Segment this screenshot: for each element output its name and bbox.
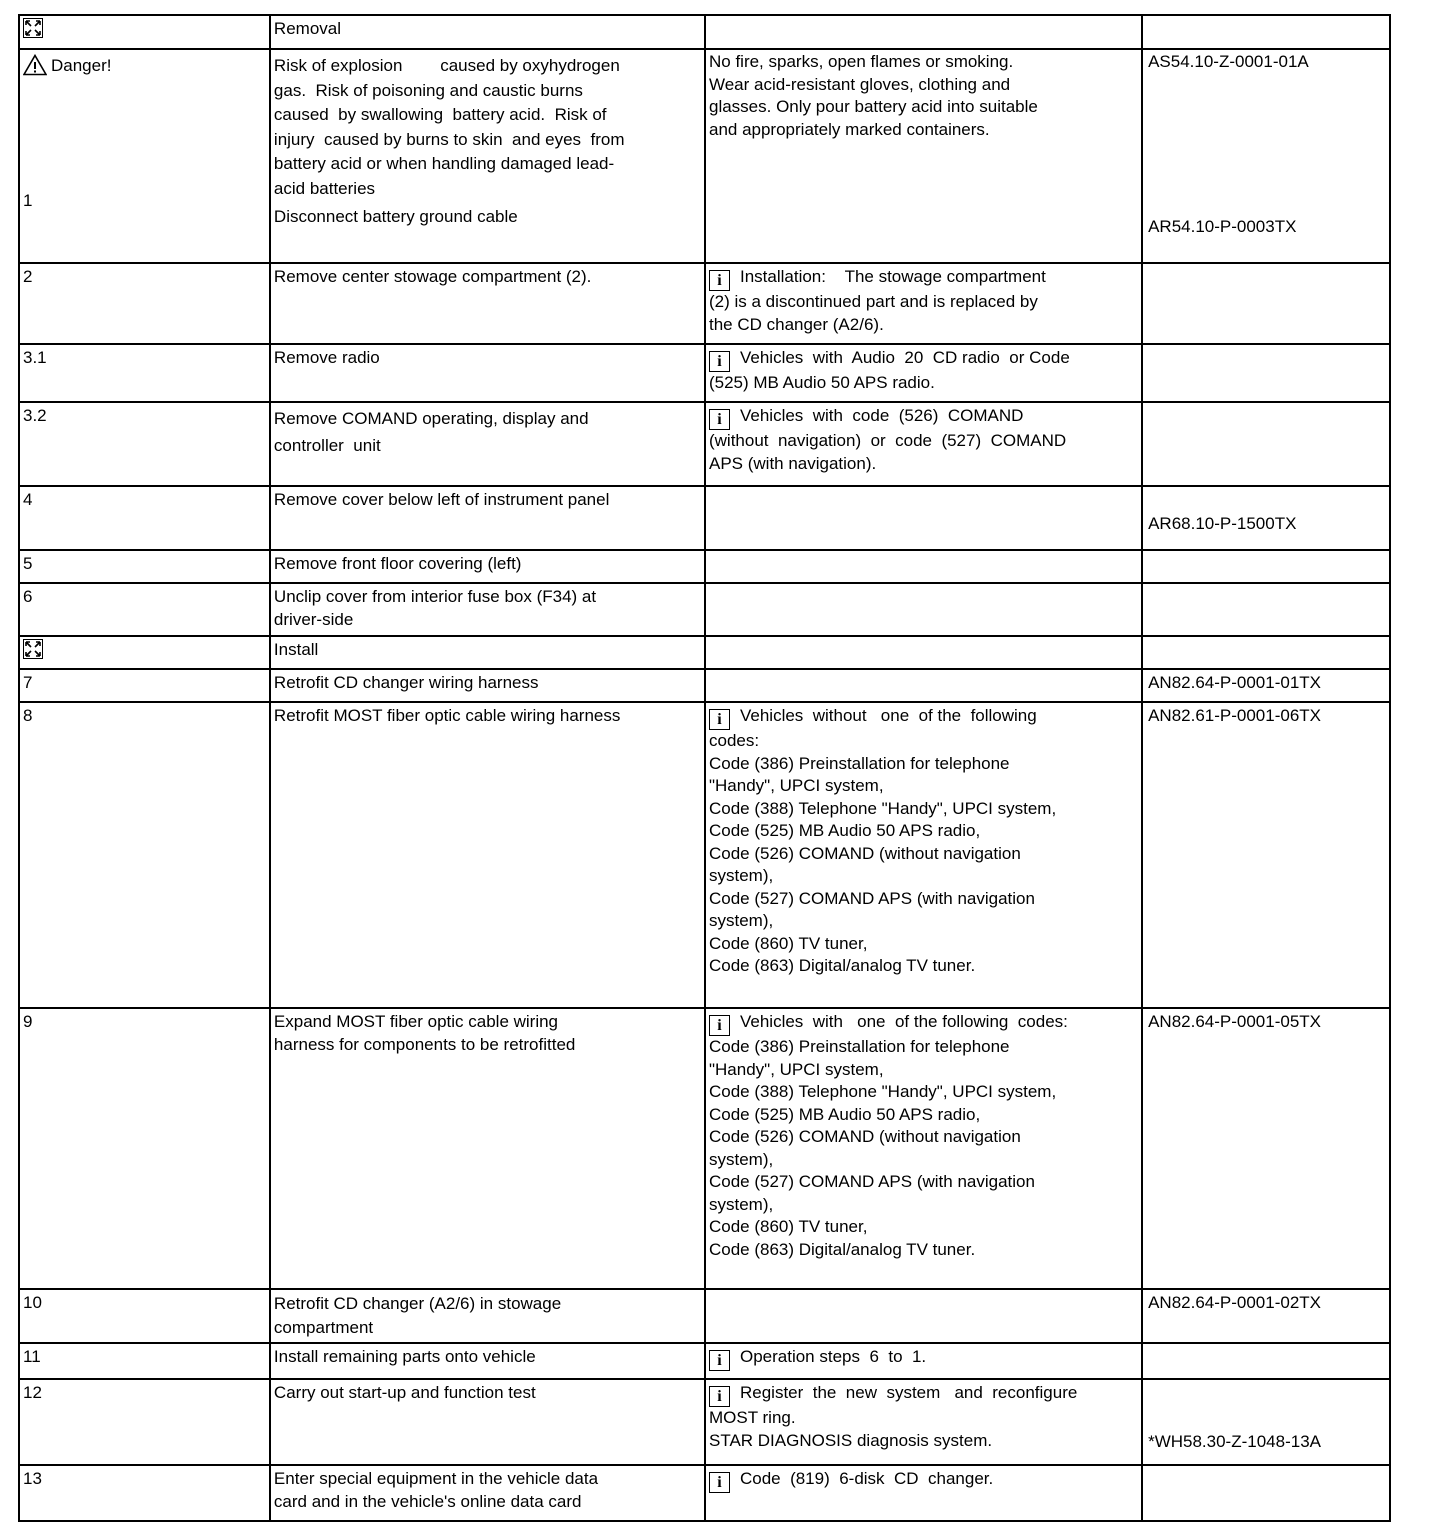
table-row xyxy=(19,550,1390,583)
step-description: Remove front floor covering (left) xyxy=(270,550,705,583)
danger-label: Danger! xyxy=(51,56,112,75)
document-ref-link[interactable]: AN82.64-P-0001-05TX xyxy=(1142,1008,1390,1289)
step-description: Remove center stowage compartment (2). xyxy=(270,263,705,344)
table-row-danger xyxy=(19,49,1390,263)
step-number: 3.1 xyxy=(19,344,270,402)
step-description: Retrofit MOST fiber optic cable wiring harness xyxy=(270,702,705,1008)
step-number: 9 xyxy=(19,1008,270,1289)
step-number: 6 xyxy=(19,583,270,636)
table-row xyxy=(19,583,1390,636)
info-icon: i xyxy=(709,270,730,291)
step-number: 13 xyxy=(19,1465,270,1521)
table-row: 13 Enter special equipment in the vehicle data card and in the vehicle's online data card i Code (819) 6-disk CD changer. xyxy=(19,1465,1390,1521)
step-number: 12 xyxy=(19,1379,270,1465)
step-description: Unclip cover from interior fuse box (F34) at xyxy=(273,587,597,606)
step-description: compartment xyxy=(273,1318,374,1337)
document-ref-link[interactable]: AN82.64-P-0001-01TX xyxy=(1142,669,1390,702)
document-ref-link[interactable]: AN82.61-P-0001-06TX xyxy=(1142,702,1390,1008)
step-description: driver-side xyxy=(273,609,354,629)
step-description: card and in the vehicle's online data card xyxy=(273,1491,582,1511)
step-description: Remove cover below left of instrument panel xyxy=(270,486,705,550)
expand-arrows-icon xyxy=(23,18,43,38)
danger-note-line: and appropriately marked containers. xyxy=(708,119,990,139)
document-ref-link[interactable]: *WH58.30-Z-1048-13A xyxy=(1148,1432,1321,1451)
info-icon: i xyxy=(709,709,730,730)
table-row: 12 Carry out start-up and function test i Register the new system and reconfigure MOST ring. STAR DIAGNOSIS diagnosis system. *WH58.30-Z-1048-13A xyxy=(19,1379,1390,1465)
procedure-table xyxy=(18,14,1391,1522)
info-icon: i xyxy=(709,1386,730,1407)
document-ref-link[interactable]: AR54.10-P-0003TX xyxy=(1148,216,1297,236)
section-title: Removal xyxy=(270,15,705,49)
table-row: 3.2 Remove COMAND operating, display and controller unit i Vehicles with code (526) COMAND (without navigation) or code (527) COMAND APS (with navigation). xyxy=(19,402,1390,486)
warning-triangle-icon xyxy=(23,54,47,76)
danger-text-line: caused by swallowing battery acid. Risk of xyxy=(273,105,607,124)
step-description: Install remaining parts onto vehicle xyxy=(270,1343,705,1379)
step-description: Enter special equipment in the vehicle data xyxy=(273,1469,599,1488)
expand-arrows-icon xyxy=(23,639,43,659)
info-icon: i xyxy=(709,1472,730,1493)
step-number: 10 xyxy=(19,1289,270,1343)
info-icon: i xyxy=(709,409,730,430)
document-ref-link[interactable]: AS54.10-Z-0001-01A xyxy=(1148,52,1309,71)
table-row: 11 Install remaining parts onto vehicle i Operation steps 6 to 1. xyxy=(19,1343,1390,1379)
info-icon: i xyxy=(709,1015,730,1036)
table-row: 9 Expand MOST fiber optic cable wiring harness for components to be retrofitted i Vehicles with one of the following codes: Code (386) Preinstallation for telephone "Handy", UPCI system, Code (388) Telephone "Handy", UPCI system, Code (525) MB Audio 50 APS radio, Code (526) COMAND (without navigation system), Code (527) COMAND APS (with navigation system), Code (860) TV tuner, Code (863) Digital/analog TV tuner. AN82.64-P-0001-05TX xyxy=(19,1008,1390,1289)
step-number: 7 xyxy=(19,669,270,702)
danger-text-line: acid batteries xyxy=(273,178,376,198)
danger-note-line: No fire, sparks, open flames or smoking. xyxy=(708,52,1014,71)
step-number: 1 xyxy=(23,190,33,210)
danger-text-line: injury caused by burns to skin and eyes from xyxy=(273,129,625,149)
table-row xyxy=(19,486,1390,550)
section-title: Install xyxy=(270,636,705,669)
table-row xyxy=(19,1289,1390,1343)
step-number: 2 xyxy=(19,263,270,344)
step-description: Remove radio xyxy=(270,344,705,402)
table-row: 2 Remove center stowage compartment (2). i Installation: The stowage compartment (2) is a discontinued part and is replaced by the CD changer (A2/6). xyxy=(19,263,1390,344)
info-icon: i xyxy=(709,1350,730,1371)
danger-text-line: gas. Risk of poisoning and caustic burns xyxy=(273,80,583,100)
step-number: 3.2 xyxy=(19,402,270,486)
step-description: Disconnect battery ground cable xyxy=(273,207,518,226)
danger-text-line: Risk of explosion caused by oxyhydrogen xyxy=(273,56,620,75)
danger-note-line: glasses. Only pour battery acid into suitable xyxy=(708,97,1038,116)
table-row-removal xyxy=(19,15,1390,49)
info-icon: i xyxy=(709,351,730,372)
step-description: controller unit xyxy=(273,436,381,455)
step-description: Retrofit CD changer (A2/6) in stowage xyxy=(273,1294,562,1313)
step-number: 5 xyxy=(19,550,270,583)
table-row xyxy=(19,669,1390,702)
danger-text-line: battery acid or when handling damaged lead- xyxy=(273,154,615,173)
step-description: Retrofit CD changer wiring harness xyxy=(270,669,705,702)
step-description: Expand MOST fiber optic cable wiring xyxy=(273,1012,559,1031)
table-row: 3.1 Remove radio i Vehicles with Audio 20 CD radio or Code (525) MB Audio 50 APS radio. xyxy=(19,344,1390,402)
step-number: 11 xyxy=(19,1343,270,1379)
step-description: Carry out start-up and function test xyxy=(270,1379,705,1465)
step-number: 4 xyxy=(19,486,270,550)
step-description: harness for components to be retrofitted xyxy=(273,1034,576,1054)
document-ref-link[interactable]: AR68.10-P-1500TX xyxy=(1148,514,1297,533)
section-icon-cell xyxy=(19,15,270,49)
section-icon-cell xyxy=(19,636,270,669)
table-row: 8 Retrofit MOST fiber optic cable wiring harness i Vehicles without one of the following codes: Code (386) Preinstallation for telephone "Handy", UPCI system, Code (388) Telephone "Handy", UPCI system, Code (525) MB Audio 50 APS radio, Code (526) COMAND (without navigation system), Code (527) COMAND APS (with navigation system), Code (860) TV tuner, Code (863) Digital/analog TV tuner. AN82.61-P-0001-06TX xyxy=(19,702,1390,1008)
step-description: Remove COMAND operating, display and xyxy=(273,409,589,428)
table-row-install xyxy=(19,636,1390,669)
step-number: 8 xyxy=(19,702,270,1008)
document-ref-link[interactable]: AN82.64-P-0001-02TX xyxy=(1142,1289,1390,1343)
danger-note-line: Wear acid-resistant gloves, clothing and xyxy=(708,74,1011,94)
